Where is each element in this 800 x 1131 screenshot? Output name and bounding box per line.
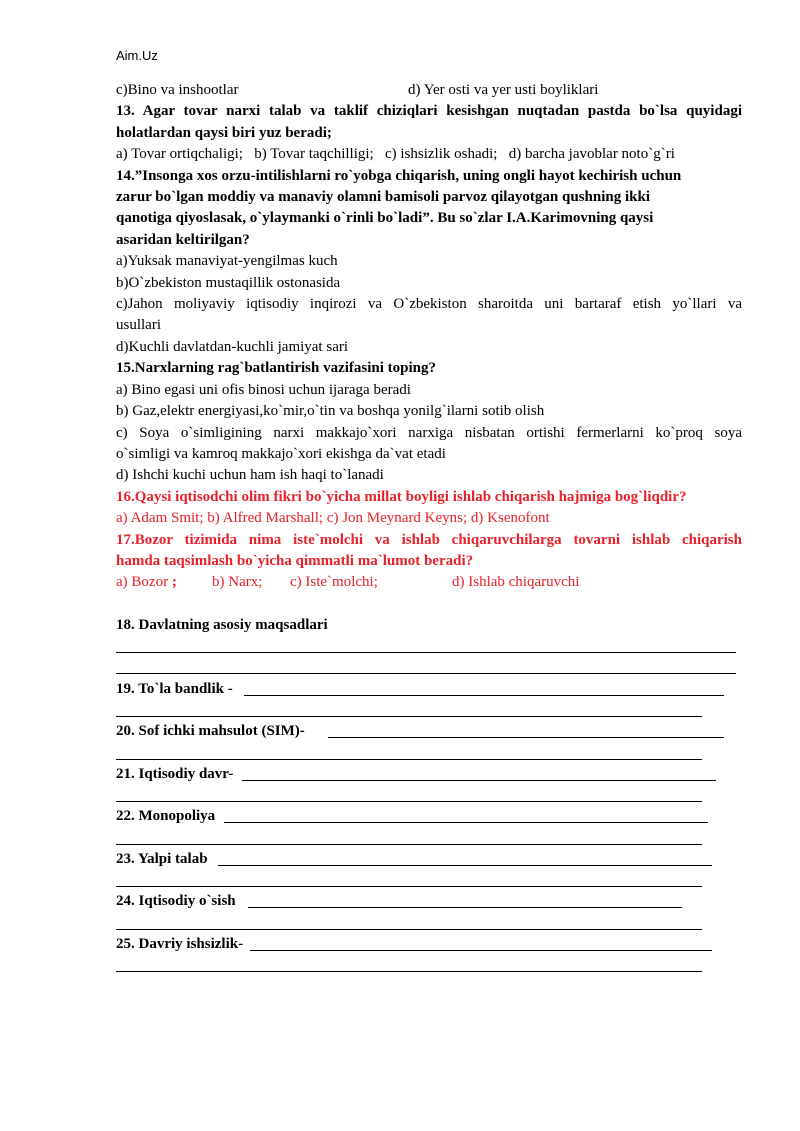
q14-text-line2: zarur bo`lgan moddiy va manaviy olamni bamisoli parvoz qilayotgan qushning ikki xyxy=(116,189,651,206)
fill-line-22a[interactable] xyxy=(224,822,708,823)
q12-option-d: d) Yer osti va yer usti boyliklari xyxy=(408,82,599,98)
q15-option-a: a) Bino egasi uni ofis binosi uchun ijaraga beradi xyxy=(116,381,411,398)
q14-option-c-line2: usullari xyxy=(116,317,161,334)
fill-label-20: 20. Sof ichki mahsulot (SIM)- xyxy=(116,721,305,742)
fill-line-22b[interactable] xyxy=(116,844,702,845)
q14-text-line1: 14.”Insonga xos orzu-intilishlarni ro`yobga chiqarish, uning ongli hayot kechirish uchun xyxy=(116,167,682,184)
fill-label-22: 22. Monopoliya xyxy=(116,806,215,827)
q13-text-line1: 13. Agar tovar narxi talab va taklif chiziqlari kesishgan nuqtadan pastda bo`lsa quyidagi xyxy=(116,103,742,120)
q17-text-line1: 17.Bozor tizimida nima iste`molchi va ishlab chiqaruvchilarga tovarni ishlab chiqarish xyxy=(116,531,742,548)
fill-line-21a[interactable] xyxy=(242,780,716,781)
fill-item-19 xyxy=(116,679,742,722)
fill-label-23: 23. Yalpi talab xyxy=(116,849,208,870)
fill-line-25a[interactable] xyxy=(250,950,712,951)
fill-line-23a[interactable] xyxy=(218,865,712,866)
q13-option-c: c) ishsizlik oshadi; xyxy=(384,146,498,163)
q17-option-c: c) Iste`molchi; xyxy=(290,574,378,591)
q15-option-c-line2: o`simligi va kamroq makkajo`xori ekishga da`vat etadi xyxy=(116,445,446,462)
q17-option-a: a) Bozor xyxy=(116,574,169,591)
fill-item-20 xyxy=(116,721,742,764)
q17-text-line2: hamda taqsimlash bo`yicha qimmatli ma`lumot beradi? xyxy=(116,552,474,569)
fill-label-19: 19. To`la bandlik - xyxy=(116,679,233,700)
fill-item-24 xyxy=(116,891,742,934)
q14-option-b: b)O`zbekiston mustaqillik ostonasida xyxy=(116,274,341,291)
fill-line-24b[interactable] xyxy=(116,929,702,930)
q14-option-d: d)Kuchli davlatdan-kuchli jamiyat sari xyxy=(116,338,349,355)
question-16 xyxy=(116,487,742,530)
q13-text-line2: holatlardan qaysi biri yuz beradi; xyxy=(116,124,332,141)
q17-option-a-separator: ; xyxy=(168,574,177,591)
question-17 xyxy=(116,530,742,594)
fill-line-20b[interactable] xyxy=(116,759,702,760)
fill-label-18: 18. Davlatning asosiy maqsadlari xyxy=(116,615,328,636)
q13-option-d: d) barcha javoblar noto`g`ri xyxy=(508,146,675,163)
fill-line-20a[interactable] xyxy=(328,737,724,738)
q13-option-a: a) Tovar ortiqchaligi; xyxy=(116,146,243,163)
q15-option-b: b) Gaz,elektr energiyasi,ko`mir,o`tin va boshqa yonilg`ilarni sotib olish xyxy=(116,403,545,420)
q17-option-a-wrap xyxy=(116,572,212,593)
question-13 xyxy=(116,101,742,165)
q15-option-c-line1: c) Soya o`simligining narxi makkajo`xori narxiga nisbatan ortishi fermerlarni ko`proq soya xyxy=(116,424,742,441)
q12-option-c: c)Bino va inshootlar xyxy=(116,82,239,98)
q15-option-d: d) Ishchi kuchi uchun ham ish haqi to`lanadi xyxy=(116,467,384,484)
q13-options xyxy=(116,144,742,165)
fill-line-19b[interactable] xyxy=(116,716,702,717)
fill-line-18b[interactable] xyxy=(116,673,736,674)
q14-option-a: a)Yuksak manaviyat-yengilmas kuch xyxy=(116,253,338,270)
q16-options: a) Adam Smit; b) Alfred Marshall; c) Jon Meynard Keyns; d) Ksenofont xyxy=(116,510,550,527)
q17-option-b: b) Narx; xyxy=(212,574,263,591)
q14-option-c-line1: c)Jahon moliyaviy iqtisodiy inqirozi va O`zbekiston sharoitda uni bartaraf etish yo`llari va xyxy=(116,296,742,313)
fill-line-25b[interactable] xyxy=(116,971,702,972)
question-15 xyxy=(116,358,742,486)
fill-line-24a[interactable] xyxy=(248,907,682,908)
q12-options-tail xyxy=(116,80,742,101)
q13-option-b: b) Tovar taqchilligi; xyxy=(254,146,374,163)
fill-label-24: 24. Iqtisodiy o`sish xyxy=(116,891,236,912)
q15-title: 15.Narxlarning rag`batlantirish vazifasini toping? xyxy=(116,360,437,377)
fill-item-23 xyxy=(116,849,742,892)
site-header: Aim.Uz xyxy=(116,48,158,63)
fill-line-21b[interactable] xyxy=(116,801,702,802)
fill-line-18a[interactable] xyxy=(116,652,736,653)
q14-text-line3: qanotiga qiyoslasak, o`ylaymanki o`rinli bo`ladi”. Bu so`zlar I.A.Karimovning qaysi xyxy=(116,210,654,227)
q17-option-d: d) Ishlab chiqaruvchi xyxy=(452,574,580,591)
quiz-content xyxy=(116,80,742,976)
fill-line-19a[interactable] xyxy=(244,695,724,696)
fill-in-section xyxy=(116,615,742,977)
fill-item-21 xyxy=(116,764,742,807)
q14-text-line4: asaridan keltirilgan? xyxy=(116,231,250,248)
fill-item-18 xyxy=(116,615,742,679)
section-spacer xyxy=(116,594,742,615)
q16-title: 16.Qaysi iqtisodchi olim fikri bo`yicha millat boyligi ishlab chiqarish hajmiga bog`liqdir? xyxy=(116,488,687,505)
q17-options xyxy=(116,572,742,593)
fill-item-22 xyxy=(116,806,742,849)
fill-label-25: 25. Davriy ishsizlik- xyxy=(116,934,243,955)
fill-line-23b[interactable] xyxy=(116,886,702,887)
fill-item-25 xyxy=(116,934,742,977)
fill-label-21: 21. Iqtisodiy davr- xyxy=(116,764,233,785)
question-14 xyxy=(116,166,742,359)
